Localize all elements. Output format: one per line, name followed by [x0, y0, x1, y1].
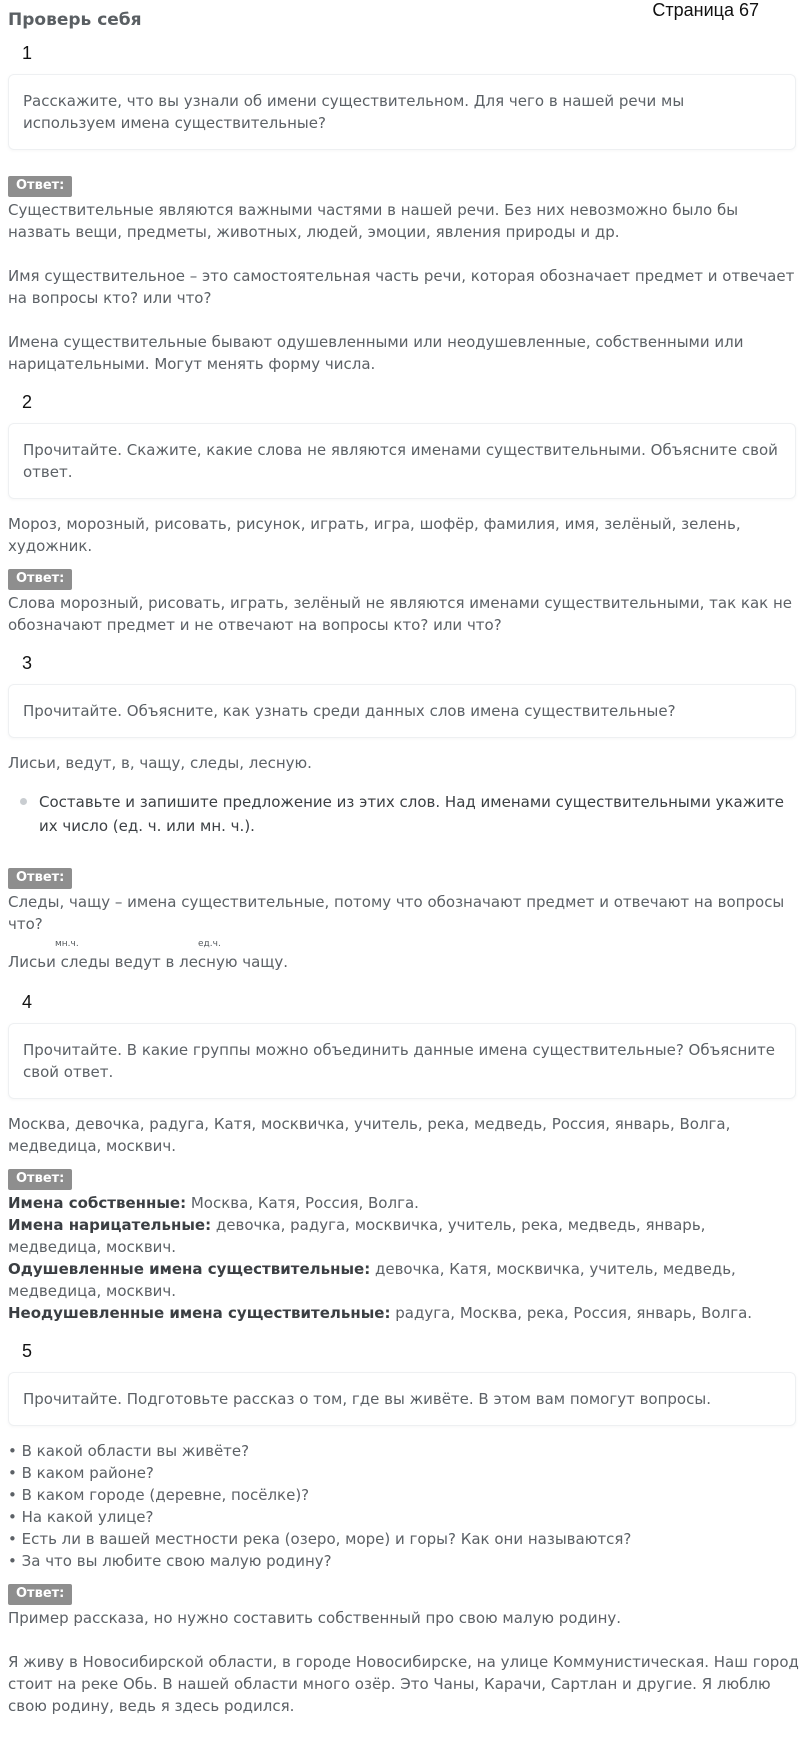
task-words: Москва, девочка, радуга, Катя, москвичка, учитель, река, медведь, Россия, январь, Волга, медведица, москвич.: [8, 1115, 731, 1155]
task-number: 3: [22, 653, 33, 673]
answer-text: Следы, чащу – имена существительные, потому что обозначают предмет и отвечают на вопросы что?: [8, 893, 785, 933]
answer-text: Пример рассказа, но нужно составить собственный про свою малую родину.: [8, 1609, 622, 1627]
group-text: Москва, Катя, Россия, Волга.: [186, 1194, 419, 1212]
task-bullet: [8, 790, 801, 838]
task-4: [8, 989, 801, 1324]
task-question: Расскажите, что вы узнали об имени существительном. Для чего в нашей речи мы используем имена существительные?: [8, 74, 796, 150]
task-words: Мороз, морозный, рисовать, рисунок, играть, игра, шофёр, фамилия, имя, зелёный, зелень, художник.: [8, 515, 741, 555]
task-question: Прочитайте. Объясните, как узнать среди данных слов имена существительные?: [8, 684, 796, 738]
group-label: Неодушевленные имена существительные:: [8, 1304, 391, 1322]
answer-badge: Ответ:: [8, 1169, 72, 1190]
list-item: • За что вы любите свою малую родину?: [8, 1552, 332, 1570]
bullet-text: Составьте и запишите предложение из этих слов. Над именами существительными укажите их число (ед. ч. или мн. ч.).: [39, 793, 784, 835]
answer-group: [8, 1302, 801, 1324]
answer-sentence: Лисьи следы ведут в лесную чащу.: [8, 953, 289, 971]
task-5: [8, 1338, 801, 1717]
list-item: • В каком районе?: [8, 1464, 154, 1482]
bullet-dot-icon: [20, 798, 27, 805]
task-3: [8, 650, 801, 973]
task-question: Прочитайте. Подготовьте рассказ о том, где вы живёте. В этом вам помогут вопросы.: [8, 1372, 796, 1426]
header: [8, 0, 801, 40]
answer-badge: Ответ:: [8, 176, 72, 197]
annotation-plural: мн.ч.: [55, 939, 79, 949]
group-label: Имена нарицательные:: [8, 1216, 212, 1234]
page-number: Страница 67: [652, 0, 759, 20]
task-question: Прочитайте. В какие группы можно объединить данные имена существительные? Объясните свой ответ.: [8, 1023, 796, 1099]
answer-badge: Ответ:: [8, 868, 72, 889]
answer-group: [8, 1192, 801, 1214]
list-item: • В какой области вы живёте?: [8, 1442, 250, 1460]
task-number: 1: [22, 43, 33, 63]
answer-text: Имена существительные бывают одушевленными или неодушевленные, собственными или нарицательными. Могут менять форму числа.: [8, 333, 744, 373]
question-list: [8, 1440, 801, 1572]
answer-text: Имя существительное – это самостоятельная часть речи, которая обозначает предмет и отвечает на вопросы кто? или что?: [8, 267, 795, 307]
answer-badge: Ответ:: [8, 1584, 72, 1605]
task-number: 4: [22, 992, 33, 1012]
task-words: Лисьи, ведут, в, чащу, следы, лесную.: [8, 754, 312, 772]
page-title: Проверь себя: [8, 10, 142, 30]
group-text: девочка, Катя, москвичка, учитель, медведь, медведица, москвич.: [8, 1260, 736, 1300]
group-label: Имена собственные:: [8, 1194, 187, 1212]
list-item: • Есть ли в вашей местности река (озеро, море) и горы? Как они называются?: [8, 1530, 632, 1548]
task-1: [8, 40, 801, 375]
list-item: • В каком городе (деревне, посёлке)?: [8, 1486, 310, 1504]
annotation-line: [8, 935, 801, 951]
answer-badge: Ответ:: [8, 569, 72, 590]
answer-text: Существительные являются важными частями в нашей речи. Без них невозможно было бы назвать вещи, предметы, животных, людей, эмоции, явления природы и др.: [8, 201, 739, 241]
answer-text: Я живу в Новосибирской области, в городе Новосибирске, на улице Коммунистическая. Наш город стоит на реке Обь. В нашей области много озёр. Это Чаны, Карачи, Сартлан и другие. Я люблю свою родину, ведь я здесь родился.: [8, 1653, 799, 1715]
group-label: Одушевленные имена существительные:: [8, 1260, 371, 1278]
list-item: • На какой улице?: [8, 1508, 154, 1526]
group-text: девочка, радуга, москвичка, учитель, река, медведь, январь, медведица, москвич.: [8, 1216, 706, 1256]
task-number: 2: [22, 392, 33, 412]
task-2: [8, 389, 801, 636]
annotation-singular: ед.ч.: [198, 939, 221, 949]
task-number: 5: [22, 1341, 33, 1361]
task-question: Прочитайте. Скажите, какие слова не являются именами существительными. Объясните свой ответ.: [8, 423, 796, 499]
answer-text: Слова морозный, рисовать, играть, зелёный не являются именами существительными, так как не обозначают предмет и не отвечают на вопросы кто? или что?: [8, 594, 793, 634]
answer-group: [8, 1258, 801, 1302]
group-text: радуга, Москва, река, Россия, январь, Волга.: [390, 1304, 753, 1322]
answer-group: [8, 1214, 801, 1258]
